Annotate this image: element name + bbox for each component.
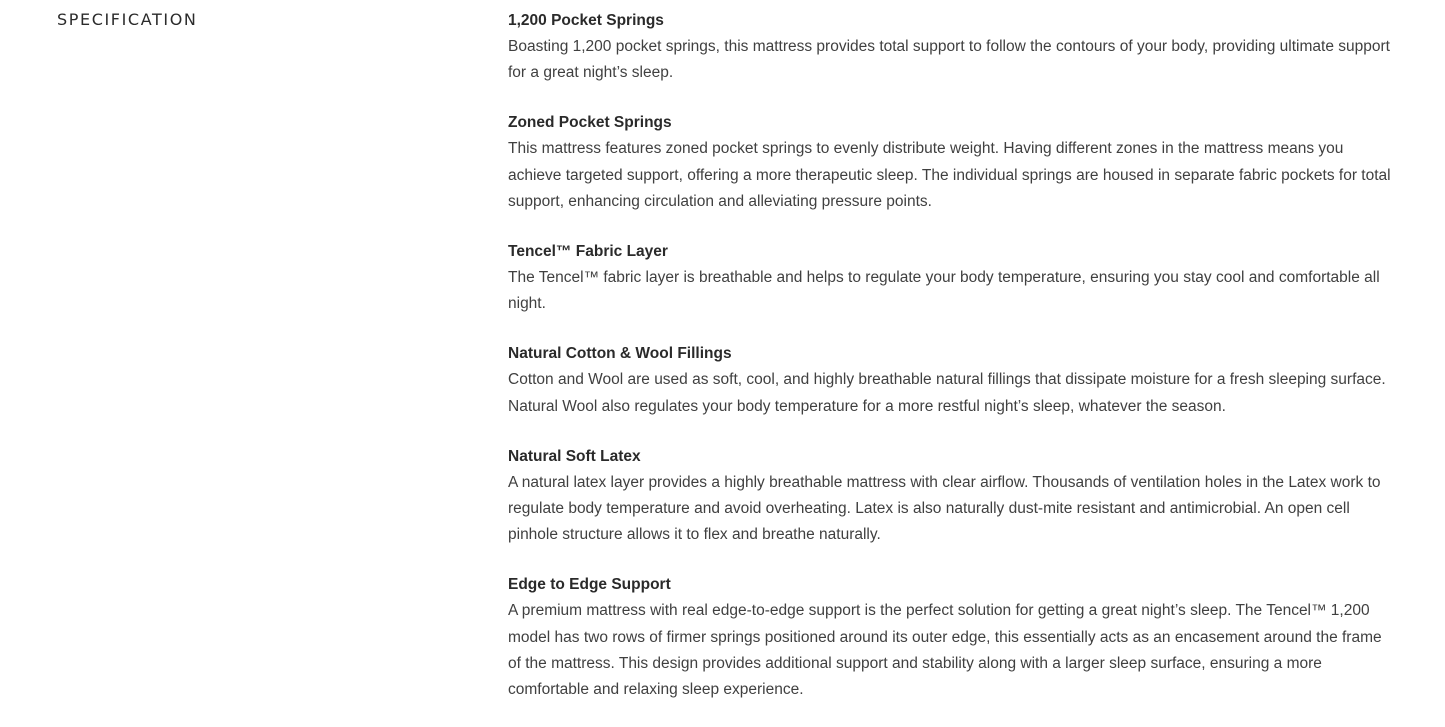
spec-description: The Tencel™ fabric layer is breathable and helps to regulate your body temperature, ensuring you stay cool and comfortable all night. [508,269,1380,313]
spec-title: Edge to Edge Support [508,576,671,594]
spec-title: Zoned Pocket Springs [508,114,672,132]
specification-list [508,8,1398,727]
spec-item [508,572,1398,703]
spec-item [508,239,1398,317]
spec-description: A premium mattress with real edge-to-edge support is the perfect solution for getting a great night’s sleep. The Tencel™ 1,200 model has two rows of firmer springs positioned around its outer edge, this essentially acts as an encasement around the frame of the mattress. This design provides additional support and stability along with a larger sleep surface, ensuring a more comfortable and relaxing sleep experience. [508,602,1382,699]
spec-item [508,110,1398,215]
spec-description: Boasting 1,200 pocket springs, this mattress provides total support to follow the contours of your body, providing ultimate support for a great night’s sleep. [508,38,1390,82]
spec-item [508,8,1398,86]
spec-description: Cotton and Wool are used as soft, cool, and highly breathable natural fillings that dissipate moisture for a fresh sleeping surface. Natural Wool also regulates your body temperature for a more restful night’s sleep, whatever the season. [508,371,1386,415]
spec-title: Natural Cotton & Wool Fillings [508,345,732,363]
specification-heading: SPECIFICATION [57,10,198,29]
spec-description: A natural latex layer provides a highly breathable mattress with clear airflow. Thousands of ventilation holes in the Latex work to regulate body temperature and avoid overheating. Latex is also naturally dust-mite resistant and antimicrobial. An open cell pinhole structure allows it to flex and breathe naturally. [508,473,1381,544]
spec-title: Tencel™ Fabric Layer [508,243,668,261]
spec-title: Natural Soft Latex [508,447,641,465]
spec-description: This mattress features zoned pocket springs to evenly distribute weight. Having different zones in the mattress means you achieve targeted support, offering a more therapeutic sleep. The individual springs are housed in separate fabric pockets for total support, enhancing circulation and alleviating pressure points. [508,140,1391,210]
spec-item [508,444,1398,549]
spec-item [508,341,1398,419]
spec-title: 1,200 Pocket Springs [508,12,664,29]
